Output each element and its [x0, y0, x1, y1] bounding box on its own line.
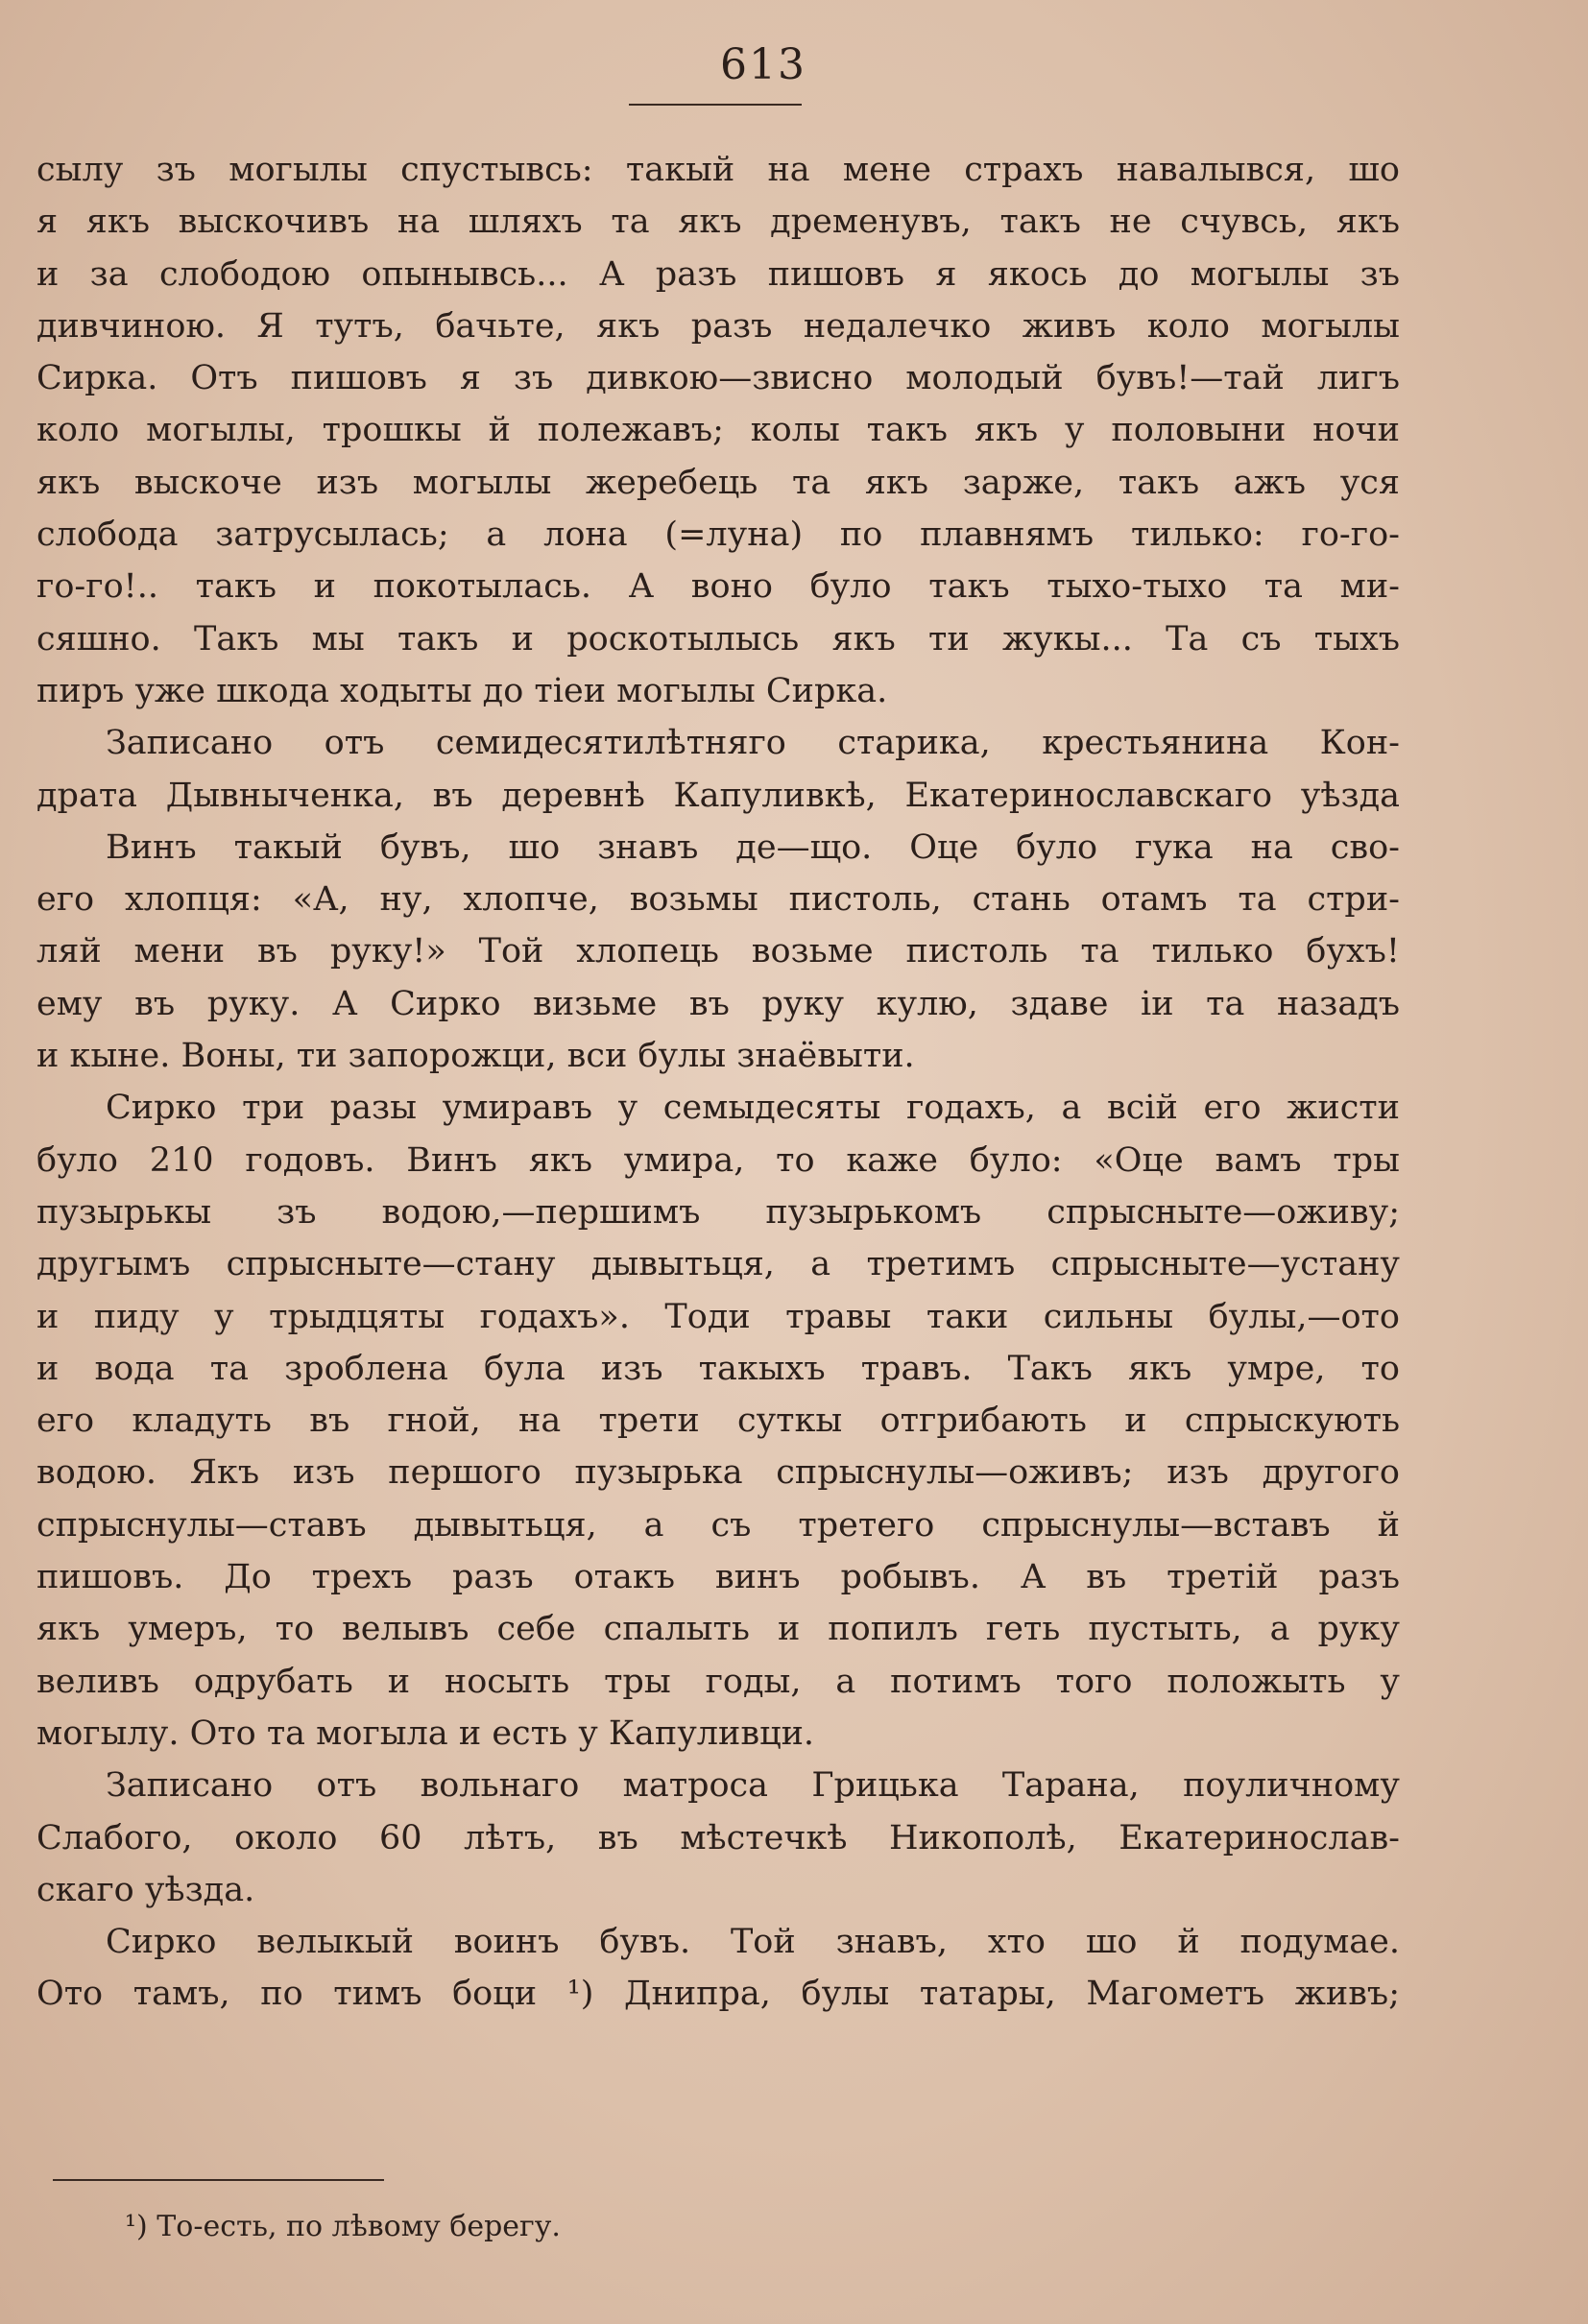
text-line: го-го!.. такъ и покотылась. А воно було такъ тыхо-тыхо та ми- [36, 567, 1400, 607]
text-line: якъ умеръ, то велывъ себе спалыть и попилъ геть пустыть, а руку [36, 1610, 1400, 1649]
paragraph-6 [36, 1916, 1400, 2021]
text-line: его хлопця: «А, ну, хлопче, возьмы пистоль, стань отамъ та стри- [36, 880, 1400, 920]
text-line: Сирка. Отъ пишовъ я зъ дивкою—звисно молодый бувъ!—тай лигъ [36, 359, 1400, 398]
text-line: якъ выскоче изъ могылы жеребець та якъ зарже, такъ ажъ уся [36, 463, 1400, 502]
text-line: Сирко велыкый воинъ бувъ. Той знавъ, хто шо й подумае. [106, 1923, 1400, 1962]
text-line: було 210 годовъ. Винъ якъ умира, то каже було: «Оце вамъ тры [36, 1140, 1400, 1180]
footnote-marker: ¹) [125, 2210, 148, 2243]
text-line: слобода затрусылась; а лона (=луна) по плавнямъ тилько: го-го- [36, 515, 1400, 555]
text-line: и пиду у трыдцяты годахъ». Тоди травы таки сильны булы,—ото [36, 1297, 1400, 1336]
text-line: пузырькы зъ водою,—першимъ пузырькомъ спрысныте—оживу; [36, 1192, 1400, 1232]
text-line: водою. Якъ изъ першого пузырька спрыснулы—оживъ; изъ другого [36, 1453, 1400, 1493]
text-line: коло могылы, трошкы й полежавъ; колы такъ якъ у половыни ночи [36, 411, 1400, 450]
paragraph-3 [36, 822, 1400, 1082]
text-line: и за слободою опынывсь... А разъ пишовъ я якось до могылы зъ [36, 254, 1400, 294]
text-line: могылу. Ото та могыла и есть у Капуливци. [36, 1713, 815, 1753]
text-line: сяшно. Такъ мы такъ и роскотылысь якъ ти жукы... Та съ тыхъ [36, 619, 1400, 659]
text-line: ему въ руку. А Сирко визьме въ руку кулю, здаве іи та назадъ [36, 984, 1400, 1023]
paragraph-2 [36, 717, 1400, 822]
text-line: Записано отъ семидесятилѣтняго старика, крестьянина Кон- [106, 724, 1400, 763]
text-line: драта Дывныченка, въ деревнѣ Капуливкѣ, Екатеринославскаго уѣзда [36, 776, 1400, 815]
text-line: ляй мени въ руку!» Той хлопець возьме пистоль та тилько бухъ! [36, 932, 1400, 971]
footnote-rule [53, 2179, 384, 2181]
text-line: и кыне. Воны, ти запорожци, вси булы знаёвыти. [36, 1037, 915, 1076]
footnote-text: То-есть, по лѣвому берегу. [156, 2210, 561, 2243]
text-line: спрыснулы—ставъ дывытьця, а съ третего спрыснулы—вставъ й [36, 1505, 1400, 1545]
text-line: пишовъ. До трехъ разъ отакъ винъ робывъ. А въ третій разъ [36, 1558, 1400, 1597]
paragraph-1 [36, 144, 1400, 717]
header-rule [629, 104, 802, 106]
text-line: Слабого, около 60 лѣтъ, въ мѣстечкѣ Никополѣ, Екатеринослав- [36, 1818, 1400, 1857]
paragraph-4 [36, 1082, 1400, 1760]
text-line: Записано отъ вольнаго матроса Грицька Тарана, поуличному [106, 1766, 1400, 1806]
text-line: я якъ выскочивъ на шляхъ та якъ дременувъ, такъ не счувсь, якъ [36, 203, 1400, 242]
text-line: дивчиною. Я тутъ, бачьте, якъ разъ недалечко живъ коло могылы [36, 306, 1400, 346]
text-body [36, 144, 1400, 2021]
text-line: пиръ уже шкода ходыты до тіеи могылы Сирка. [36, 671, 888, 710]
paragraph-5 [36, 1760, 1400, 1916]
text-line: скаго уѣзда. [36, 1870, 255, 1909]
text-line: его кладуть въ гной, на трети суткы отгрибають и спрыскують [36, 1402, 1400, 1441]
text-line: Ото тамъ, по тимъ боци ¹) Днипра, булы татары, Магометъ живъ; [36, 1975, 1400, 2014]
text-line: Винъ такый бувъ, шо знавъ де—що. Оце було гука на сво- [106, 827, 1400, 867]
footnote [125, 2208, 561, 2246]
text-line: и вода та зроблена була изъ такыхъ травъ. Такъ якъ умре, то [36, 1349, 1400, 1388]
page-number: 613 [720, 40, 806, 89]
text-line: веливъ одрубать и носыть тры годы, а потимъ того положыть у [36, 1662, 1400, 1701]
text-line: другымъ спрысныте—стану дывытьця, а третимъ спрысныте—устану [36, 1245, 1400, 1284]
text-line: сылу зъ могылы спустывсь: такый на мене страхъ навалывся, шо [36, 151, 1400, 189]
text-line: Сирко три разы умиравъ у семыдесяты годахъ, а всій его жисти [106, 1089, 1400, 1128]
